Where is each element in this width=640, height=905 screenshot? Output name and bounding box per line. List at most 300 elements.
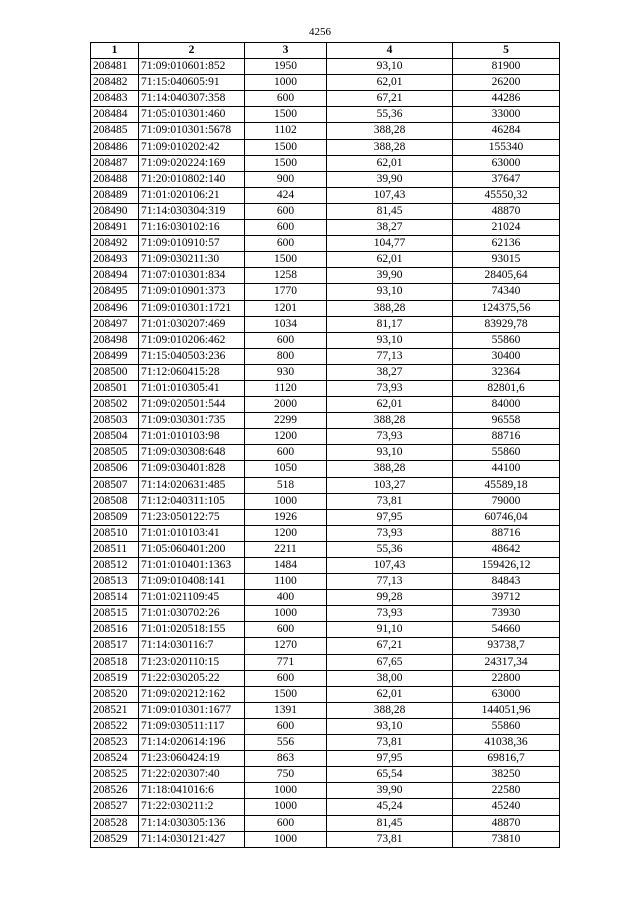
area-cell: 400 [245, 590, 327, 606]
value-cell: 83929,78 [453, 316, 560, 332]
rate-cell: 38,27 [327, 220, 453, 236]
value-cell: 62136 [453, 236, 560, 252]
cadastral-number-cell: 71:01:010103:98 [139, 429, 245, 445]
value-cell: 45240 [453, 799, 560, 815]
table-row [91, 155, 560, 171]
rate-cell: 38,00 [327, 670, 453, 686]
row-number-cell: 208481 [91, 59, 139, 75]
row-number-cell: 208487 [91, 155, 139, 171]
cadastral-number-cell: 71:09:030211:30 [139, 252, 245, 268]
table-row [91, 638, 560, 654]
cadastral-number-cell: 71:05:060401:200 [139, 541, 245, 557]
table-row [91, 525, 560, 541]
rate-cell: 73,81 [327, 735, 453, 751]
rate-cell: 388,28 [327, 123, 453, 139]
rate-cell: 73,93 [327, 606, 453, 622]
cadastral-number-cell: 71:01:010103:41 [139, 525, 245, 541]
table-row [91, 541, 560, 557]
rate-cell: 62,01 [327, 75, 453, 91]
table-row [91, 364, 560, 380]
rate-cell: 77,13 [327, 348, 453, 364]
area-cell: 1000 [245, 783, 327, 799]
column-header-1: 1 [91, 43, 139, 59]
value-cell: 45589,18 [453, 477, 560, 493]
value-cell: 55860 [453, 332, 560, 348]
row-number-cell: 208491 [91, 220, 139, 236]
row-number-cell: 208516 [91, 622, 139, 638]
area-cell: 1000 [245, 75, 327, 91]
area-cell: 600 [245, 236, 327, 252]
row-number-cell: 208482 [91, 75, 139, 91]
value-cell: 159426,12 [453, 558, 560, 574]
area-cell: 1200 [245, 429, 327, 445]
value-cell: 144051,96 [453, 702, 560, 718]
row-number-cell: 208529 [91, 831, 139, 847]
cadastral-number-cell: 71:09:010206:462 [139, 332, 245, 348]
table-body [91, 59, 560, 848]
cadastral-number-cell: 71:14:030305:136 [139, 815, 245, 831]
cadastral-number-cell: 71:18:041016:6 [139, 783, 245, 799]
cadastral-number-cell: 71:09:020224:169 [139, 155, 245, 171]
table-row [91, 429, 560, 445]
row-number-cell: 208527 [91, 799, 139, 815]
table-row [91, 284, 560, 300]
table-row [91, 348, 560, 364]
area-cell: 600 [245, 622, 327, 638]
rate-cell: 81,45 [327, 203, 453, 219]
column-header-3: 3 [245, 43, 327, 59]
row-number-cell: 208510 [91, 525, 139, 541]
table-row [91, 380, 560, 396]
cadastral-number-cell: 71:01:030702:26 [139, 606, 245, 622]
area-cell: 600 [245, 815, 327, 831]
value-cell: 96558 [453, 413, 560, 429]
cadastral-number-cell: 71:16:030102:16 [139, 220, 245, 236]
row-number-cell: 208493 [91, 252, 139, 268]
row-number-cell: 208511 [91, 541, 139, 557]
area-cell: 1201 [245, 300, 327, 316]
area-cell: 750 [245, 767, 327, 783]
area-cell: 930 [245, 364, 327, 380]
row-number-cell: 208492 [91, 236, 139, 252]
row-number-cell: 208503 [91, 413, 139, 429]
area-cell: 556 [245, 735, 327, 751]
value-cell: 84843 [453, 574, 560, 590]
rate-cell: 73,93 [327, 429, 453, 445]
value-cell: 44286 [453, 91, 560, 107]
table-row [91, 799, 560, 815]
cadastral-number-cell: 71:23:060424:19 [139, 751, 245, 767]
rate-cell: 77,13 [327, 574, 453, 590]
value-cell: 124375,56 [453, 300, 560, 316]
rate-cell: 388,28 [327, 139, 453, 155]
rate-cell: 62,01 [327, 686, 453, 702]
cadastral-number-cell: 71:01:010401:1363 [139, 558, 245, 574]
area-cell: 1484 [245, 558, 327, 574]
row-number-cell: 208518 [91, 654, 139, 670]
value-cell: 82801,6 [453, 380, 560, 396]
row-number-cell: 208524 [91, 751, 139, 767]
table-row [91, 268, 560, 284]
area-cell: 1000 [245, 606, 327, 622]
rate-cell: 67,21 [327, 638, 453, 654]
area-cell: 600 [245, 220, 327, 236]
area-cell: 1926 [245, 509, 327, 525]
area-cell: 600 [245, 718, 327, 734]
page-number: 4256 [309, 26, 331, 38]
value-cell: 28405,64 [453, 268, 560, 284]
rate-cell: 81,45 [327, 815, 453, 831]
cadastral-number-cell: 71:09:010301:1721 [139, 300, 245, 316]
value-cell: 48870 [453, 203, 560, 219]
row-number-cell: 208498 [91, 332, 139, 348]
table-row [91, 413, 560, 429]
row-number-cell: 208523 [91, 735, 139, 751]
area-cell: 1270 [245, 638, 327, 654]
table-row [91, 783, 560, 799]
table-row [91, 654, 560, 670]
value-cell: 21024 [453, 220, 560, 236]
rate-cell: 38,27 [327, 364, 453, 380]
row-number-cell: 208526 [91, 783, 139, 799]
table-row [91, 461, 560, 477]
rate-cell: 73,93 [327, 525, 453, 541]
rate-cell: 93,10 [327, 445, 453, 461]
row-number-cell: 208501 [91, 380, 139, 396]
value-cell: 32364 [453, 364, 560, 380]
value-cell: 45550,32 [453, 187, 560, 203]
row-number-cell: 208519 [91, 670, 139, 686]
table-row [91, 493, 560, 509]
table-row [91, 316, 560, 332]
cadastral-number-cell: 71:09:010408:141 [139, 574, 245, 590]
row-number-cell: 208522 [91, 718, 139, 734]
area-cell: 2000 [245, 397, 327, 413]
column-header-2: 2 [139, 43, 245, 59]
table-header [91, 43, 560, 59]
rate-cell: 97,95 [327, 509, 453, 525]
rate-cell: 93,10 [327, 718, 453, 734]
area-cell: 1102 [245, 123, 327, 139]
cadastral-number-cell: 71:09:010601:852 [139, 59, 245, 75]
cadastral-number-cell: 71:09:020501:544 [139, 397, 245, 413]
row-number-cell: 208509 [91, 509, 139, 525]
cadastral-number-cell: 71:09:030511:117 [139, 718, 245, 734]
area-cell: 600 [245, 203, 327, 219]
value-cell: 26200 [453, 75, 560, 91]
table-row [91, 123, 560, 139]
rate-cell: 45,24 [327, 799, 453, 815]
table-row [91, 767, 560, 783]
value-cell: 73810 [453, 831, 560, 847]
column-header-5: 5 [453, 43, 560, 59]
table-row [91, 574, 560, 590]
row-number-cell: 208508 [91, 493, 139, 509]
land-registry-table [90, 42, 560, 848]
value-cell: 38250 [453, 767, 560, 783]
cadastral-number-cell: 71:12:060415:28 [139, 364, 245, 380]
value-cell: 55860 [453, 445, 560, 461]
cadastral-number-cell: 71:22:030211:2 [139, 799, 245, 815]
table-row [91, 558, 560, 574]
area-cell: 1000 [245, 831, 327, 847]
table-row [91, 107, 560, 123]
row-number-cell: 208504 [91, 429, 139, 445]
value-cell: 63000 [453, 686, 560, 702]
row-number-cell: 208488 [91, 171, 139, 187]
cadastral-number-cell: 71:01:010305:41 [139, 380, 245, 396]
area-cell: 1500 [245, 139, 327, 155]
rate-cell: 388,28 [327, 461, 453, 477]
row-number-cell: 208490 [91, 203, 139, 219]
area-cell: 1050 [245, 461, 327, 477]
rate-cell: 65,54 [327, 767, 453, 783]
rate-cell: 388,28 [327, 300, 453, 316]
area-cell: 2211 [245, 541, 327, 557]
row-number-cell: 208507 [91, 477, 139, 493]
area-cell: 900 [245, 171, 327, 187]
cadastral-number-cell: 71:09:010301:1677 [139, 702, 245, 718]
cadastral-number-cell: 71:01:030207:469 [139, 316, 245, 332]
row-number-cell: 208517 [91, 638, 139, 654]
table-row [91, 686, 560, 702]
rate-cell: 62,01 [327, 155, 453, 171]
row-number-cell: 208514 [91, 590, 139, 606]
cadastral-number-cell: 71:07:010301:834 [139, 268, 245, 284]
rate-cell: 93,10 [327, 332, 453, 348]
value-cell: 37647 [453, 171, 560, 187]
cadastral-number-cell: 71:14:030116:7 [139, 638, 245, 654]
rate-cell: 73,93 [327, 380, 453, 396]
row-number-cell: 208505 [91, 445, 139, 461]
value-cell: 155340 [453, 139, 560, 155]
rate-cell: 97,95 [327, 751, 453, 767]
rate-cell: 39,90 [327, 268, 453, 284]
row-number-cell: 208513 [91, 574, 139, 590]
rate-cell: 93,10 [327, 59, 453, 75]
row-number-cell: 208484 [91, 107, 139, 123]
cadastral-number-cell: 71:05:010301:460 [139, 107, 245, 123]
area-cell: 1120 [245, 380, 327, 396]
value-cell: 81900 [453, 59, 560, 75]
table-row [91, 171, 560, 187]
rate-cell: 388,28 [327, 413, 453, 429]
row-number-cell: 208506 [91, 461, 139, 477]
cadastral-number-cell: 71:23:050122:75 [139, 509, 245, 525]
cadastral-number-cell: 71:14:030121:427 [139, 831, 245, 847]
area-cell: 1500 [245, 155, 327, 171]
rate-cell: 39,90 [327, 783, 453, 799]
area-cell: 800 [245, 348, 327, 364]
rate-cell: 81,17 [327, 316, 453, 332]
row-number-cell: 208489 [91, 187, 139, 203]
area-cell: 1100 [245, 574, 327, 590]
area-cell: 600 [245, 445, 327, 461]
area-cell: 600 [245, 332, 327, 348]
area-cell: 600 [245, 91, 327, 107]
rate-cell: 103,27 [327, 477, 453, 493]
area-cell: 771 [245, 654, 327, 670]
value-cell: 24317,34 [453, 654, 560, 670]
cadastral-number-cell: 71:01:020518:155 [139, 622, 245, 638]
row-number-cell: 208500 [91, 364, 139, 380]
cadastral-number-cell: 71:22:020307:40 [139, 767, 245, 783]
area-cell: 2299 [245, 413, 327, 429]
row-number-cell: 208496 [91, 300, 139, 316]
table-row [91, 815, 560, 831]
area-cell: 600 [245, 670, 327, 686]
area-cell: 1034 [245, 316, 327, 332]
cadastral-number-cell: 71:14:020614:196 [139, 735, 245, 751]
value-cell: 60746,04 [453, 509, 560, 525]
table-row [91, 139, 560, 155]
table-row [91, 670, 560, 686]
rate-cell: 91,10 [327, 622, 453, 638]
value-cell: 54660 [453, 622, 560, 638]
row-number-cell: 208528 [91, 815, 139, 831]
value-cell: 88716 [453, 525, 560, 541]
value-cell: 93015 [453, 252, 560, 268]
value-cell: 30400 [453, 348, 560, 364]
rate-cell: 39,90 [327, 171, 453, 187]
cadastral-number-cell: 71:20:010802:140 [139, 171, 245, 187]
cadastral-number-cell: 71:09:030401:828 [139, 461, 245, 477]
cadastral-number-cell: 71:09:010901:373 [139, 284, 245, 300]
area-cell: 1000 [245, 493, 327, 509]
table-row [91, 751, 560, 767]
table-row [91, 91, 560, 107]
area-cell: 1770 [245, 284, 327, 300]
value-cell: 63000 [453, 155, 560, 171]
table-row [91, 831, 560, 847]
value-cell: 33000 [453, 107, 560, 123]
cadastral-number-cell: 71:14:030304:319 [139, 203, 245, 219]
table-row [91, 75, 560, 91]
table-row [91, 477, 560, 493]
row-number-cell: 208486 [91, 139, 139, 155]
area-cell: 1500 [245, 686, 327, 702]
area-cell: 1200 [245, 525, 327, 541]
table-row [91, 718, 560, 734]
rate-cell: 107,43 [327, 558, 453, 574]
row-number-cell: 208499 [91, 348, 139, 364]
row-number-cell: 208520 [91, 686, 139, 702]
table-row [91, 509, 560, 525]
value-cell: 39712 [453, 590, 560, 606]
row-number-cell: 208512 [91, 558, 139, 574]
table-row [91, 702, 560, 718]
cadastral-number-cell: 71:15:040605:91 [139, 75, 245, 91]
table-row [91, 622, 560, 638]
cadastral-number-cell: 71:12:040311:105 [139, 493, 245, 509]
rate-cell: 104,77 [327, 236, 453, 252]
value-cell: 55860 [453, 718, 560, 734]
rate-cell: 73,81 [327, 493, 453, 509]
cadastral-number-cell: 71:14:040307:358 [139, 91, 245, 107]
table-row [91, 203, 560, 219]
table-row [91, 590, 560, 606]
table-row [91, 735, 560, 751]
area-cell: 1500 [245, 252, 327, 268]
rate-cell: 62,01 [327, 252, 453, 268]
rate-cell: 55,36 [327, 541, 453, 557]
value-cell: 88716 [453, 429, 560, 445]
row-number-cell: 208495 [91, 284, 139, 300]
cadastral-number-cell: 71:14:020631:485 [139, 477, 245, 493]
cadastral-number-cell: 71:09:010910:57 [139, 236, 245, 252]
row-number-cell: 208521 [91, 702, 139, 718]
value-cell: 93738,7 [453, 638, 560, 654]
column-header-4: 4 [327, 43, 453, 59]
rate-cell: 55,36 [327, 107, 453, 123]
value-cell: 74340 [453, 284, 560, 300]
cadastral-number-cell: 71:09:010301:5678 [139, 123, 245, 139]
cadastral-number-cell: 71:22:030205:22 [139, 670, 245, 686]
table-row [91, 220, 560, 236]
rate-cell: 388,28 [327, 702, 453, 718]
area-cell: 518 [245, 477, 327, 493]
value-cell: 22800 [453, 670, 560, 686]
area-cell: 1500 [245, 107, 327, 123]
table-row [91, 300, 560, 316]
value-cell: 48642 [453, 541, 560, 557]
cadastral-number-cell: 71:09:020212:162 [139, 686, 245, 702]
value-cell: 46284 [453, 123, 560, 139]
row-number-cell: 208497 [91, 316, 139, 332]
table-row [91, 236, 560, 252]
rate-cell: 93,10 [327, 284, 453, 300]
row-number-cell: 208515 [91, 606, 139, 622]
rate-cell: 67,21 [327, 91, 453, 107]
table-row [91, 59, 560, 75]
row-number-cell: 208502 [91, 397, 139, 413]
table-row [91, 606, 560, 622]
area-cell: 1258 [245, 268, 327, 284]
row-number-cell: 208483 [91, 91, 139, 107]
cadastral-number-cell: 71:01:021109:45 [139, 590, 245, 606]
row-number-cell: 208525 [91, 767, 139, 783]
value-cell: 48870 [453, 815, 560, 831]
row-number-cell: 208485 [91, 123, 139, 139]
table-row [91, 332, 560, 348]
rate-cell: 67,65 [327, 654, 453, 670]
rate-cell: 73,81 [327, 831, 453, 847]
value-cell: 79000 [453, 493, 560, 509]
rate-cell: 107,43 [327, 187, 453, 203]
area-cell: 1950 [245, 59, 327, 75]
area-cell: 424 [245, 187, 327, 203]
row-number-cell: 208494 [91, 268, 139, 284]
table-row [91, 187, 560, 203]
area-cell: 1000 [245, 799, 327, 815]
value-cell: 84000 [453, 397, 560, 413]
value-cell: 69816,7 [453, 751, 560, 767]
value-cell: 41038,36 [453, 735, 560, 751]
value-cell: 44100 [453, 461, 560, 477]
table-row [91, 397, 560, 413]
cadastral-number-cell: 71:23:020110:15 [139, 654, 245, 670]
value-cell: 73930 [453, 606, 560, 622]
cadastral-number-cell: 71:09:010202:42 [139, 139, 245, 155]
header-row [91, 43, 560, 59]
table-row [91, 445, 560, 461]
cadastral-number-cell: 71:01:020106:21 [139, 187, 245, 203]
area-cell: 1391 [245, 702, 327, 718]
rate-cell: 62,01 [327, 397, 453, 413]
cadastral-number-cell: 71:09:030301:735 [139, 413, 245, 429]
value-cell: 22580 [453, 783, 560, 799]
area-cell: 863 [245, 751, 327, 767]
